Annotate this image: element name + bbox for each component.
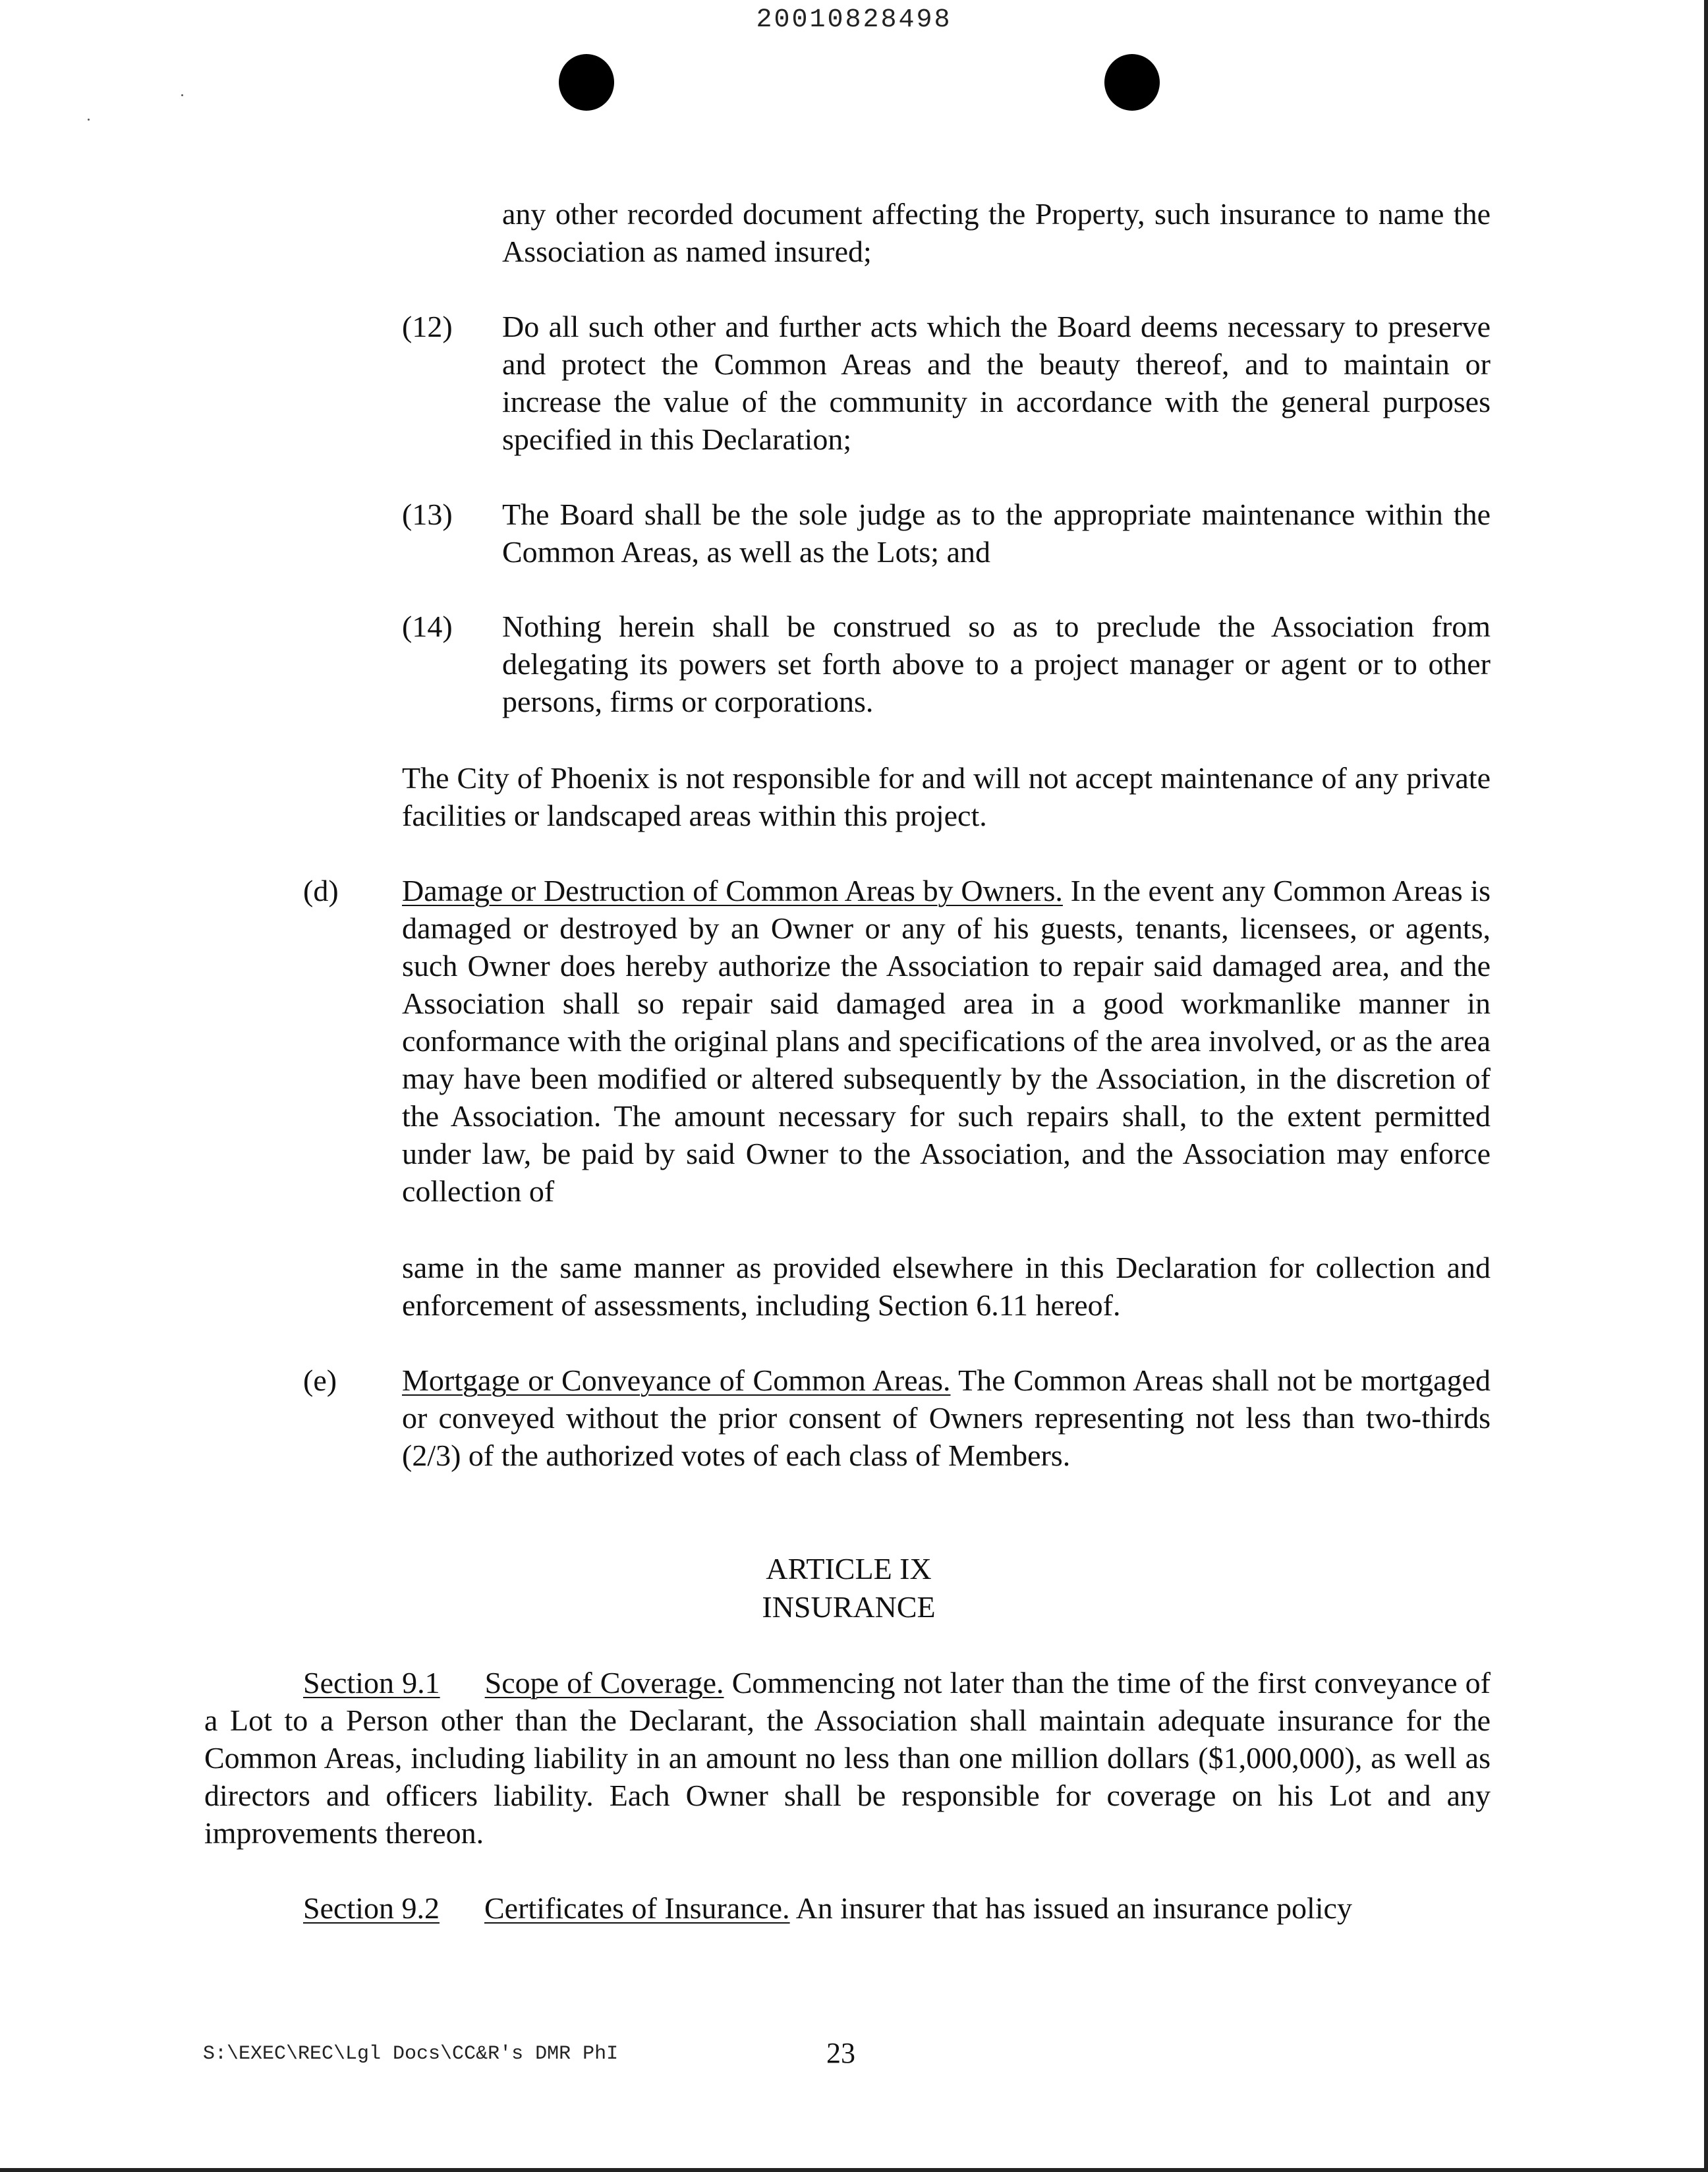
scan-edge-bottom <box>0 2168 1708 2172</box>
section-heading: Certificates of Insurance. <box>484 1891 790 1925</box>
article-title: INSURANCE <box>762 1590 936 1624</box>
item-text: Do all such other and further acts which the Board deems necessary to preserve and protect the Common Areas and the beauty thereof, and to maintain or increase the value of the community in accordance with the general purposes specified in this Declaration; <box>502 310 1491 456</box>
section-label: Section 9.1 <box>303 1666 440 1700</box>
section-9-2 <box>204 1889 1491 1927</box>
section-heading: Damage or Destruction of Common Areas by Owners. <box>402 874 1063 907</box>
recording-number: 20010828498 <box>756 5 952 35</box>
item-text: Nothing herein shall be construed so as to preclude the Association from delegating its powers set forth above to a project manager or agent or to other persons, firms or corporations. <box>502 610 1491 718</box>
item-number: (14) <box>402 610 453 643</box>
section-d-body <box>402 872 1491 1210</box>
section-e-body <box>402 1361 1491 1474</box>
section-heading: Scope of Coverage. <box>484 1666 724 1700</box>
page-number: 23 <box>826 2037 855 2069</box>
section-text: An insurer that has issued an insurance policy <box>795 1891 1352 1925</box>
punch-hole-right <box>1104 54 1160 111</box>
item-number: (12) <box>402 310 453 343</box>
scan-speck <box>88 119 90 121</box>
section-label: Section 9.2 <box>303 1891 440 1925</box>
scan-speck <box>181 94 183 96</box>
section-text: Commencing not later than the time of the first conveyance of a Lot to a Person other than the Declarant, the Association shall maintain adequate insurance for the Common Areas, including liability in an amount no less than one million dollars ($1,000,000), as well as directors and officers liability. Each Owner shall be responsible for coverage on his Lot and any improvements thereon. <box>204 1666 1491 1850</box>
continued-paragraph: any other recorded document affecting the Property, such insurance to name the Association as named insured; <box>502 197 1491 268</box>
city-paragraph: The City of Phoenix is not responsible for and will not accept maintenance of any private facilities or landscaped areas within this project. <box>402 761 1491 832</box>
section-text: In the event any Common Areas is damaged or destroyed by an Owner or any of his guests, tenants, licensees, or agents, such Owner does hereby authorize the Association to repair said damaged area, and the Association shall so repair said damaged area in a good workmanlike manner in conformance with the original plans and specifications of the area involved, or as the area may have been modified or altered subsequently by the Association, in the discretion of the Association. The amount necessary for such repairs shall, to the extent permitted under law, be paid by said Owner to the Association, and the Association may enforce collection of <box>402 874 1491 1208</box>
footer-file-path: S:\EXEC\REC\Lgl Docs\CC&R's DMR PhI <box>203 2043 619 2065</box>
section-9-1 <box>204 1664 1491 1852</box>
article-number: ARTICLE IX <box>766 1552 932 1586</box>
item-number: (13) <box>402 498 453 531</box>
section-text: The Common Areas shall not be mortgaged or conveyed without the prior consent of Owners representing not less than two-thirds (2/3) of the authorized votes of each class of Members. <box>402 1363 1491 1472</box>
section-heading: Mortgage or Conveyance of Common Areas. <box>402 1363 951 1397</box>
scan-edge-right <box>1704 0 1708 2172</box>
item-text: The Board shall be the sole judge as to the appropriate maintenance within the Common Areas, as well as the Lots; and <box>502 498 1491 569</box>
section-label: (e) <box>303 1363 337 1397</box>
section-label: (d) <box>303 874 339 907</box>
punch-hole-left <box>559 54 614 111</box>
section-d-continuation: same in the same manner as provided elsewhere in this Declaration for collection and enforcement of assessments, including Section 6.11 hereof. <box>402 1251 1491 1322</box>
